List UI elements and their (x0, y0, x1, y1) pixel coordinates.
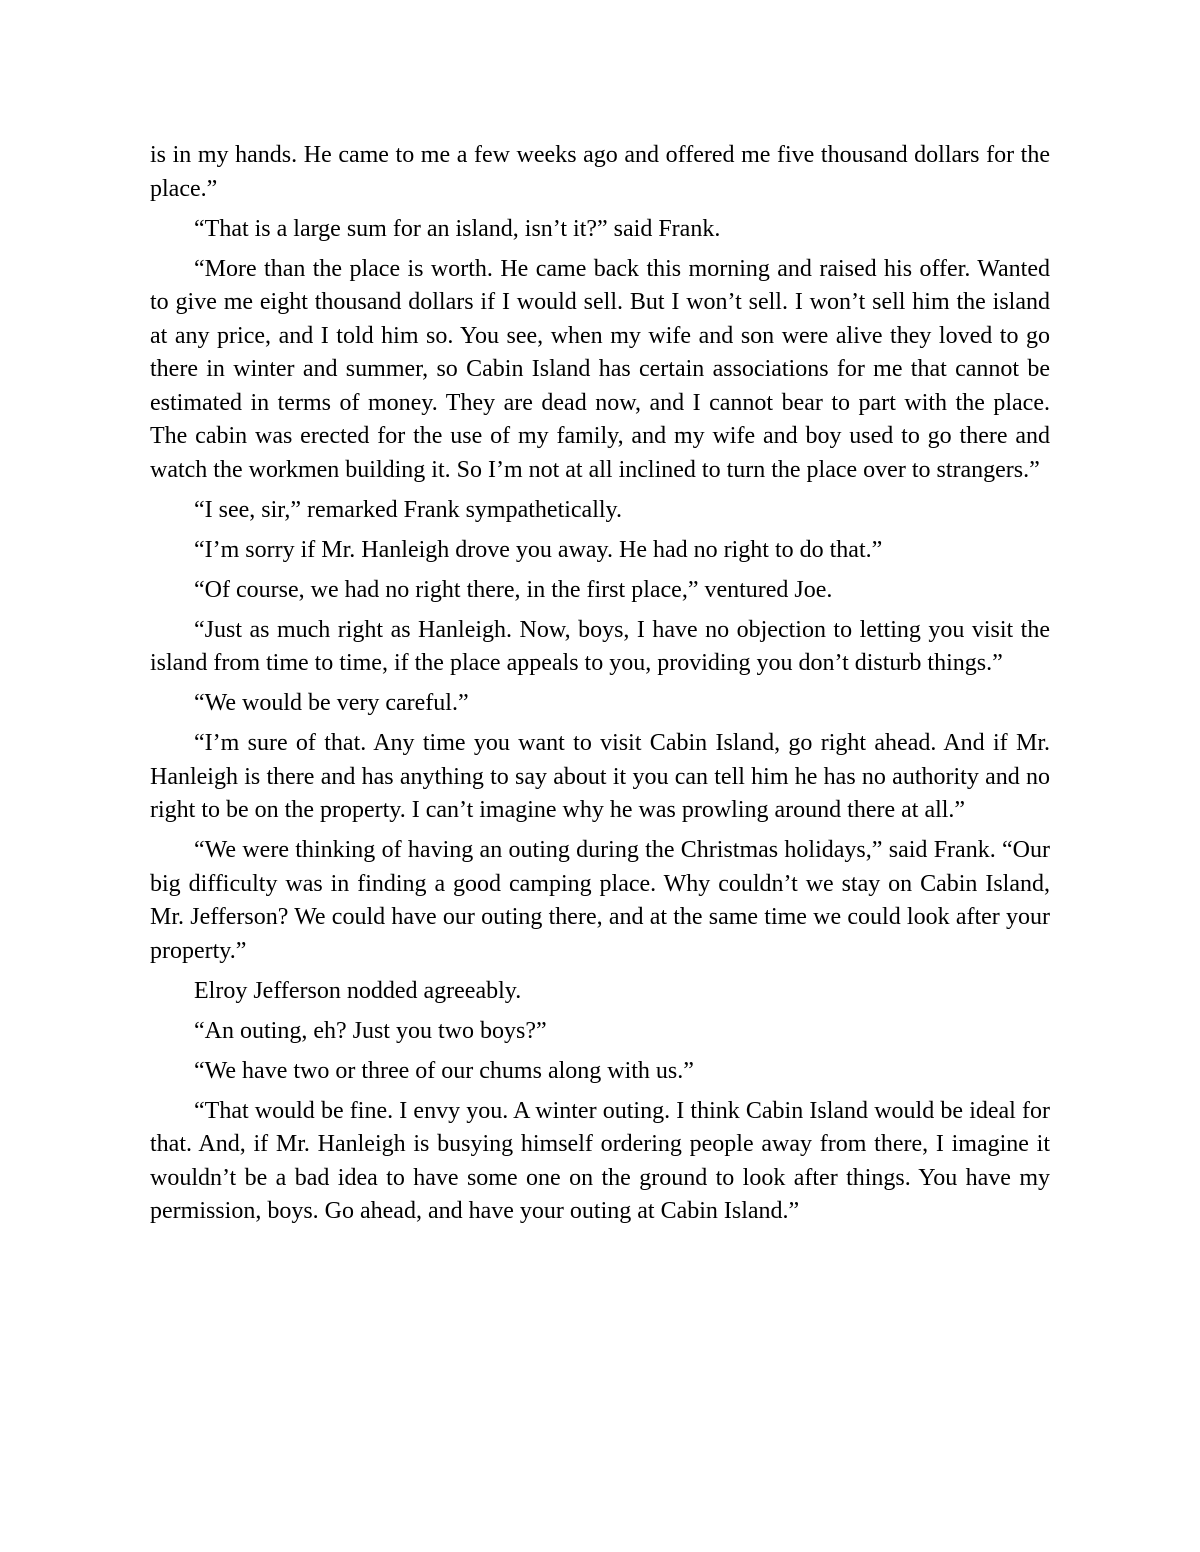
paragraph: “I see, sir,” remarked Frank sympathetically. (194, 496, 622, 523)
paragraph: “I’m sorry if Mr. Hanleigh drove you away. He had no right to do that.” (194, 536, 883, 563)
paragraph: “That is a large sum for an island, isn’t it?” said Frank. (194, 215, 721, 242)
paragraph: Elroy Jefferson nodded agreeably. (194, 977, 522, 1004)
paragraph: “More than the place is worth. He came back this morning and raised his offer. Wanted to give me eight thousand dollars if I would sell. But I won’t sell. I won’t sell him the island at any price, and I told him so. You see, when my wife and son were alive they loved to go there in winter and summer, so Cabin Island has certain associations for me that cannot be estimated in terms of money. They are dead now, and I cannot bear to part with the place. The cabin was erected for the use of my family, and my wife and boy used to go there and watch the workmen building it. So I’m not at all inclined to turn the place over to strangers.” (150, 255, 1050, 483)
paragraph: “Of course, we had no right there, in the first place,” ventured Joe. (194, 576, 833, 603)
paragraph: “We would be very careful.” (194, 690, 469, 716)
paragraph: “I’m sure of that. Any time you want to visit Cabin Island, go right ahead. And if Mr. Hanleigh is there and has anything to say about it you can tell him he has no authority and no right to be on the property. I can’t imagine why he was prowling around there at all.” (150, 730, 1050, 823)
body-text (150, 139, 1050, 1229)
paragraph: “That would be fine. I envy you. A winter outing. I think Cabin Island would be ideal for that. And, if Mr. Hanleigh is busying himself ordering people away from there, I imagine it wouldn’t be a bad idea to have some one on the ground to look after things. You have my permission, boys. Go ahead, and have your outing at Cabin Island.” (150, 1097, 1050, 1224)
paragraph: “Just as much right as Hanleigh. Now, boys, I have no objection to letting you visit the island from time to time, if the place appeals to you, providing you don’t disturb things.” (150, 616, 1050, 676)
paragraph: “We were thinking of having an outing during the Christmas holidays,” said Frank. “Our big difficulty was in finding a good camping place. Why couldn’t we stay on Cabin Island, Mr. Jefferson? We could have our outing there, and at the same time we could look after your property.” (150, 837, 1050, 964)
paragraph: “We have two or three of our chums along with us.” (194, 1057, 694, 1084)
paragraph: “An outing, eh? Just you two boys?” (194, 1017, 547, 1044)
paragraph: is in my hands. He came to me a few weeks ago and offered me five thousand dollars for the place.” (150, 142, 1050, 202)
